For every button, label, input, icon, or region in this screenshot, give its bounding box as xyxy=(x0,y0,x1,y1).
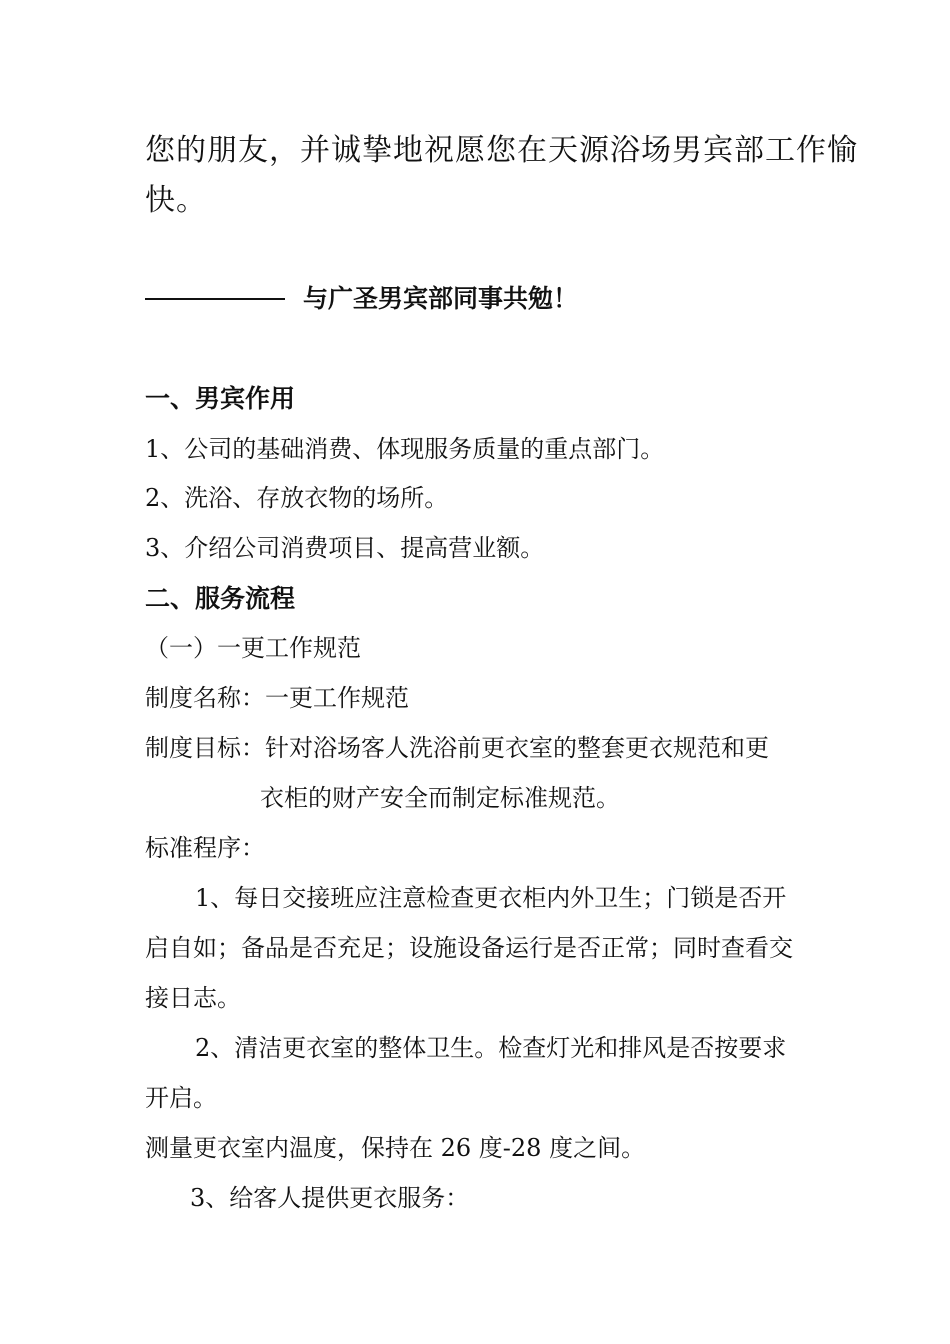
intro-line-2: 快。 xyxy=(145,183,207,218)
section1-item-2: 2、洗浴、存放衣物的场所。 xyxy=(145,484,449,512)
intro-line-1: 您的朋友，并诚挚地祝愿您在天源浴场男宾部工作愉 xyxy=(145,133,858,168)
step3-line-1: 3、给客人提供更衣服务： xyxy=(190,1184,470,1212)
step2-line-1: 2、清洁更衣室的整体卫生。检查灯光和排风是否按要求 xyxy=(195,1034,787,1062)
section2-subheading: （一）一更工作规范 xyxy=(145,634,361,662)
system-goal-line-1: 制度目标：针对浴场客人洗浴前更衣室的整套更衣规范和更 xyxy=(145,734,769,762)
system-name: 制度名称：一更工作规范 xyxy=(145,684,409,712)
signature-line xyxy=(145,286,578,311)
temperature-note: 测量更衣室内温度，保持在 26 度-28 度之间。 xyxy=(145,1134,646,1162)
step1-line-3: 接日志。 xyxy=(145,984,241,1012)
signature-text: 与广圣男宾部同事共勉！ xyxy=(303,284,579,313)
signature-dash xyxy=(145,298,285,300)
system-goal-line-2: 衣柜的财产安全而制定标准规范。 xyxy=(260,784,620,812)
section1-item-1: 1、公司的基础消费、体现服务质量的重点部门。 xyxy=(145,435,665,463)
step2-line-2: 开启。 xyxy=(145,1084,217,1112)
step1-line-2: 启自如；备品是否充足；设施设备运行是否正常；同时查看交 xyxy=(145,934,793,962)
section1-item-3: 3、介绍公司消费项目、提高营业额。 xyxy=(145,534,545,562)
section2-heading: 二、服务流程 xyxy=(145,584,296,613)
section1-heading: 一、男宾作用 xyxy=(145,384,296,413)
procedure-label: 标准程序： xyxy=(145,834,265,862)
step1-line-1: 1、每日交接班应注意检查更衣柜内外卫生；门锁是否开 xyxy=(195,884,787,912)
